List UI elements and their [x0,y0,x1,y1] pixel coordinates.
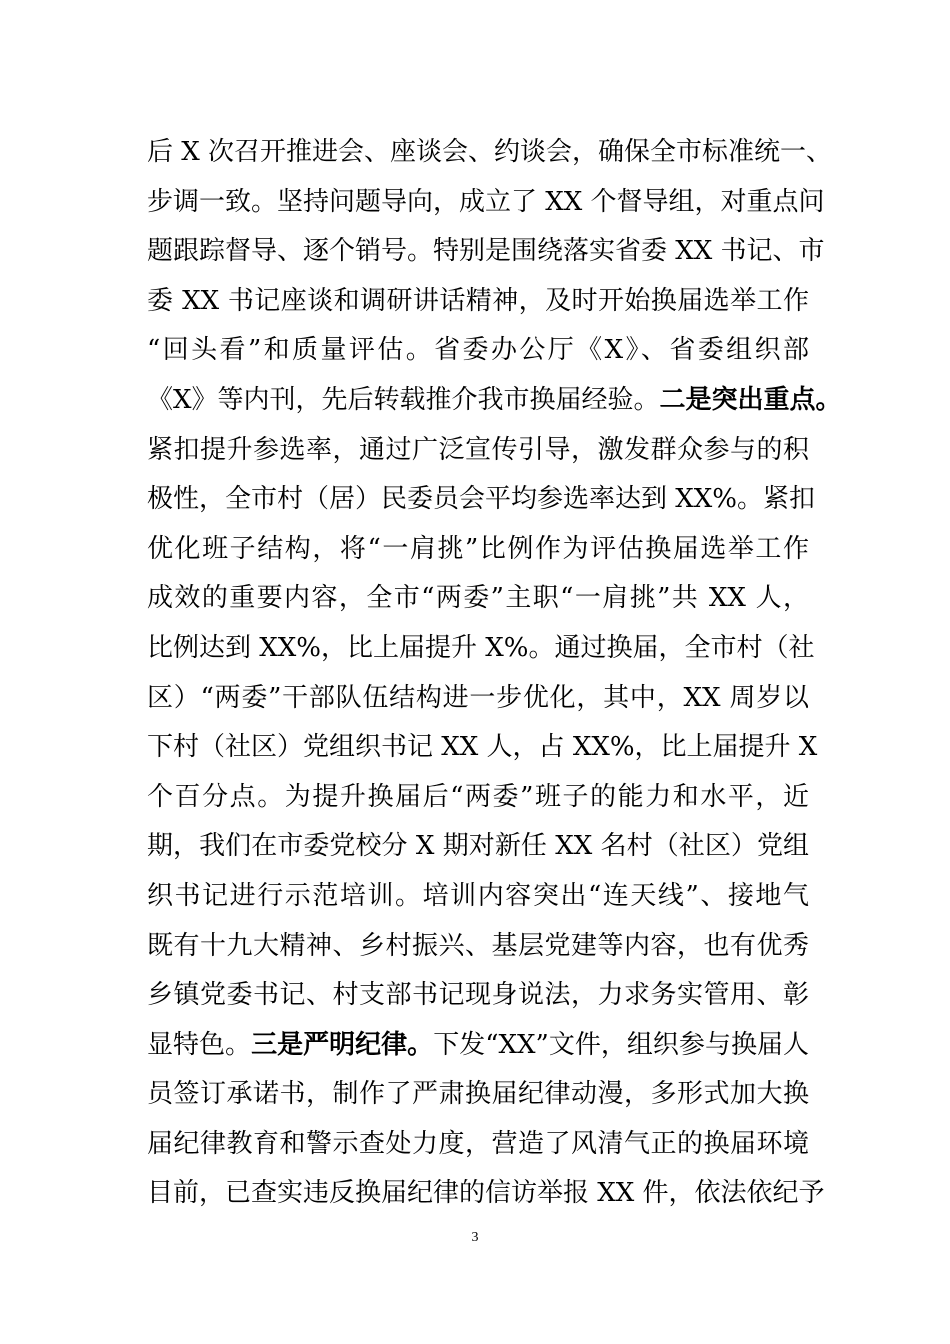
text-line [147,922,809,972]
text-segment: 下村（社区）党组织书记 XX 人，占 XX%，比上届提升 X [147,732,818,763]
text-line [147,1021,809,1071]
page-number: 3 [471,1230,479,1245]
text-segment: 个百分点。为提升换届后“两委”班子的能力和水平，近 [147,781,809,812]
text-segment: 题跟踪督导、逐个销号。特别是围绕落实省委 XX 书记、市 [147,236,825,267]
text-line [147,326,809,376]
text-line [147,426,809,476]
text-segment: 届纪律教育和警示查处力度，营造了风清气正的换届环境 [147,1128,809,1159]
text-line [147,674,809,724]
text-segment: 极性，全市村（居）民委员会平均参选率达到 XX%。紧扣 [147,484,815,515]
text-line [147,723,818,773]
text-line [147,971,809,1021]
text-segment: 成效的重要内容，全市“两委”主职“一肩挑”共 XX 人， [147,583,809,614]
text-line [147,277,809,327]
text-segment: “回头看”和质量评估。省委办公厅《X》、省委组织部 [147,335,809,366]
text-line [147,624,815,674]
text-line [147,376,842,426]
text-segment: 期，我们在市委党校分 X 期对新任 XX 名村（社区）党组 [147,831,809,862]
text-line [147,822,809,872]
text-line [147,227,825,277]
text-line [147,128,833,178]
text-segment: 委 XX 书记座谈和调研讲话精神，及时开始换届选举工作 [147,285,809,316]
text-segment: 《X》等内刊，先后转载推介我市换届经验。 [147,384,660,415]
text-line [147,525,809,575]
text-segment: 后 X 次召开推进会、座谈会、约谈会，确保全市标准统一、 [147,137,833,167]
text-line [147,574,809,624]
text-segment: 比例达到 XX%，比上届提升 X%。通过换届，全市村（社 [147,632,815,663]
text-segment: 步调一致。坚持问题导向，成立了 XX 个督导组，对重点问 [147,186,825,217]
text-line [147,1169,825,1219]
text-segment: 紧扣提升参选率，通过广泛宣传引导，激发群众参与的积 [147,434,809,465]
text-segment: 显特色。 [147,1029,252,1060]
text-segment: 下发“XX”文件，组织参与换届人 [433,1029,809,1060]
body-paragraph [147,128,842,1219]
text-segment: 目前，已查实违反换届纪律的信访举报 XX 件，依法依纪予 [147,1178,825,1209]
text-segment: 区）“两委”干部队伍结构进一步优化，其中，XX 周岁以 [147,682,809,713]
text-line [147,1120,809,1170]
text-segment: 优化班子结构，将“一肩挑”比例作为评估换届选举工作 [147,533,809,564]
text-line [147,773,809,823]
text-line [147,475,815,525]
bold-heading-phrase: 三是严明纪律。 [251,1029,434,1060]
text-segment: 员签订承诺书，制作了严肃换届纪律动漫，多形式加大换 [147,1079,809,1110]
bold-heading-phrase: 二是突出重点。 [659,384,842,415]
text-segment: 乡镇党委书记、村支部书记现身说法，力求务实管用、彰 [147,980,809,1011]
text-line [147,1070,809,1120]
text-line [147,872,809,922]
text-segment: 织书记进行示范培训。培训内容突出“连天线”、接地气 [147,880,809,911]
text-segment: 既有十九大精神、乡村振兴、基层党建等内容，也有优秀 [147,930,809,961]
text-line [147,178,825,228]
